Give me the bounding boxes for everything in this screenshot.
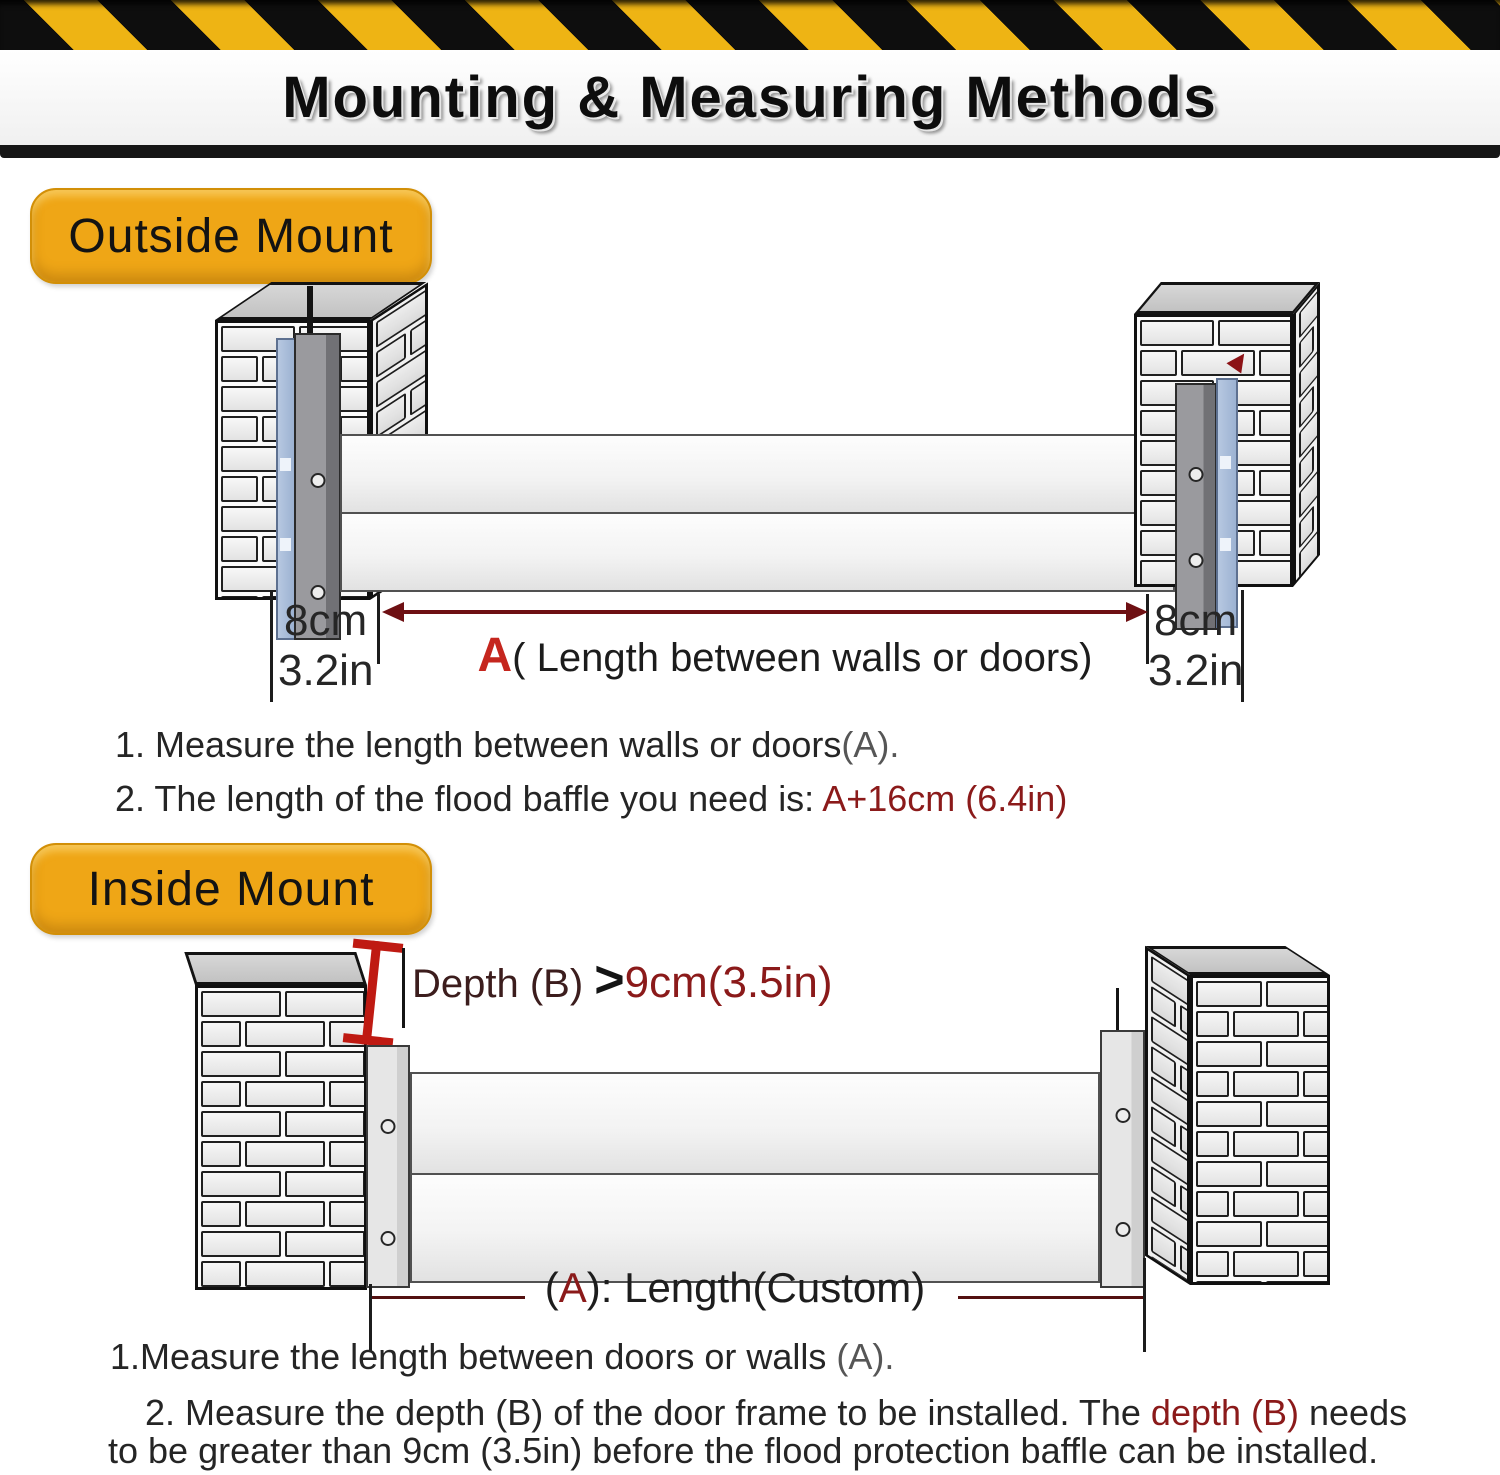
left-anchor-slot — [307, 286, 313, 336]
brick — [1196, 1011, 1229, 1037]
arrowhead-left-icon — [382, 602, 404, 622]
brick — [1140, 320, 1214, 346]
brick — [329, 1141, 367, 1167]
depth-label-text: Depth (B) — [412, 962, 595, 1006]
brick — [221, 356, 258, 382]
length-a: A — [558, 1264, 587, 1311]
dimension-segment — [372, 1296, 525, 1299]
brick — [1259, 470, 1293, 496]
brick — [1266, 1101, 1330, 1127]
brick — [1140, 350, 1177, 376]
inside-right-pillar-side-face — [1145, 946, 1190, 1285]
brick — [1233, 1251, 1299, 1277]
brick — [1218, 320, 1292, 346]
screw-hole — [381, 1119, 396, 1134]
brick — [1196, 981, 1262, 1007]
custom-length-label — [505, 1264, 965, 1312]
seal-notch — [280, 458, 291, 471]
brick — [1196, 1101, 1262, 1127]
brick — [329, 1081, 367, 1107]
brick — [1196, 1221, 1262, 1247]
span-dimension-arrow — [398, 610, 1130, 614]
inside-mount-badge-label: Inside Mount — [87, 862, 375, 916]
brick — [245, 1201, 325, 1227]
left-offset-inch: 3.2in — [278, 646, 374, 695]
inside-step-1 — [110, 1336, 894, 1378]
brick — [201, 1141, 241, 1167]
brick — [201, 1261, 241, 1287]
brick — [1140, 530, 1177, 556]
brick — [245, 1141, 325, 1167]
flood-baffle-board-top — [340, 434, 1175, 514]
brick — [285, 1111, 365, 1137]
brick — [340, 356, 370, 382]
outside-step-2-formula: A+16cm (6.4in) — [822, 778, 1068, 819]
brick — [1196, 1161, 1262, 1187]
brick — [285, 1171, 365, 1197]
span-length-label — [430, 628, 1140, 683]
brick — [1233, 1131, 1299, 1157]
outside-step-1 — [115, 724, 899, 766]
brick — [1140, 470, 1177, 496]
outside-mount-badge — [30, 188, 432, 284]
length-text: ): Length(Custom) — [586, 1264, 926, 1311]
paren: ( — [544, 1264, 559, 1311]
frame-edge-line — [1116, 988, 1119, 1030]
inside-right-pillar-front-face — [1190, 975, 1330, 1285]
screw-hole — [310, 473, 325, 488]
brick — [221, 596, 258, 600]
brick — [201, 1171, 281, 1197]
brick — [1303, 1071, 1330, 1097]
right-seal-strip — [1216, 378, 1238, 628]
span-length-a: A — [477, 629, 513, 682]
inside-step-2-text-a: 2. Measure the depth (B) of the door frame to be installed. The — [145, 1392, 1151, 1433]
brick — [1266, 1281, 1330, 1285]
brick — [285, 1051, 365, 1077]
right-offset-cm: 8cm — [1154, 596, 1238, 645]
outside-mount-badge-label: Outside Mount — [68, 209, 394, 263]
brick — [221, 536, 258, 562]
left-mounting-bracket — [294, 333, 341, 640]
brick — [1196, 1131, 1229, 1157]
brick — [1196, 1071, 1229, 1097]
brick — [221, 416, 258, 442]
seal-notch — [280, 538, 291, 551]
brick — [1196, 1281, 1262, 1285]
brick — [1318, 284, 1320, 346]
inside-baffle-board-top — [410, 1072, 1100, 1175]
inside-right-bracket — [1100, 1030, 1145, 1288]
brick — [201, 991, 281, 1017]
inside-step-1-ref: (A). — [836, 1336, 895, 1377]
dimension-segment — [958, 1296, 1143, 1299]
dimension-tick — [270, 590, 273, 702]
brick — [201, 1081, 241, 1107]
right-offset-inch: 3.2in — [1148, 646, 1244, 695]
screw-hole — [1189, 553, 1204, 568]
greater-than-sign: > — [594, 951, 625, 1009]
brick — [1303, 1131, 1330, 1157]
brick — [1303, 1191, 1330, 1217]
inside-step-2-text-b: needs — [1299, 1392, 1408, 1433]
brick — [1318, 344, 1320, 406]
seal-notch — [1220, 456, 1231, 469]
brick — [1233, 1071, 1299, 1097]
dimension-tick — [377, 594, 380, 664]
outside-step-1-ref: (A). — [841, 724, 900, 765]
seal-notch — [1220, 538, 1231, 551]
outside-step-1-text: 1. Measure the length between walls or doors — [115, 724, 842, 765]
right-pillar-side-face — [1293, 282, 1320, 587]
brick — [1266, 1041, 1330, 1067]
inside-step-2-highlight: depth (B) — [1150, 1392, 1299, 1433]
dimension-tick — [1143, 1258, 1146, 1352]
left-offset-cm: 8cm — [284, 596, 368, 645]
brick — [245, 1261, 325, 1287]
brick — [201, 1231, 281, 1257]
span-length-text: ( Length between walls or doors) — [512, 636, 1093, 680]
arrowhead-right-icon — [1126, 602, 1148, 622]
brick — [1318, 464, 1320, 526]
brick — [1259, 350, 1293, 376]
title-band — [0, 50, 1500, 145]
brick — [1259, 410, 1293, 436]
brick — [1266, 981, 1330, 1007]
brick — [245, 1081, 325, 1107]
screw-hole — [1189, 467, 1204, 482]
brick — [1266, 1221, 1330, 1247]
brick — [1303, 1011, 1330, 1037]
depth-indicator-icon — [343, 939, 404, 1048]
depth-requirement-label — [412, 950, 833, 1010]
brick — [201, 1201, 241, 1227]
brick — [329, 1261, 367, 1287]
inside-left-pillar-top-face — [184, 952, 367, 985]
brick — [1318, 404, 1320, 466]
screw-hole — [1115, 1108, 1130, 1123]
brick — [1196, 1041, 1262, 1067]
inside-left-bracket — [366, 1045, 410, 1288]
brick — [245, 1021, 325, 1047]
page-title: Mounting & Measuring Methods — [282, 65, 1218, 130]
outside-step-2-text: 2. The length of the flood baffle you need is: — [115, 778, 823, 819]
screw-hole — [381, 1231, 396, 1246]
inside-step-1-text: 1.Measure the length between doors or walls — [110, 1336, 837, 1377]
outside-step-2 — [115, 778, 1067, 820]
brick — [1233, 1191, 1299, 1217]
brick — [1303, 1251, 1330, 1277]
brick — [329, 1201, 367, 1227]
brick — [1196, 1251, 1229, 1277]
left-seal-strip — [276, 338, 296, 640]
brick — [201, 1021, 241, 1047]
frame-edge-line — [402, 948, 405, 1028]
brick — [1266, 1161, 1330, 1187]
flood-baffle-board-bottom — [340, 512, 1175, 592]
brick — [221, 476, 258, 502]
screw-hole — [1115, 1222, 1130, 1237]
depth-value-text: 9cm(3.5in) — [624, 958, 833, 1007]
brick — [201, 1051, 281, 1077]
hazard-stripe-banner — [0, 0, 1500, 50]
inside-step-2-line-1 — [145, 1392, 1407, 1434]
brick — [285, 1231, 365, 1257]
inside-left-pillar-front-face — [195, 985, 367, 1290]
right-pillar-top-face — [1134, 282, 1320, 314]
brick — [201, 1111, 281, 1137]
brick — [1196, 1191, 1229, 1217]
right-mounting-bracket — [1175, 383, 1217, 630]
inside-mount-badge — [30, 843, 432, 935]
brick — [1140, 410, 1177, 436]
brick — [1259, 530, 1293, 556]
brick — [1233, 1011, 1299, 1037]
inside-step-2-line-2: to be greater than 9cm (3.5in) before the flood protection baffle can be installed. — [108, 1430, 1379, 1471]
banner-divider — [0, 145, 1500, 158]
